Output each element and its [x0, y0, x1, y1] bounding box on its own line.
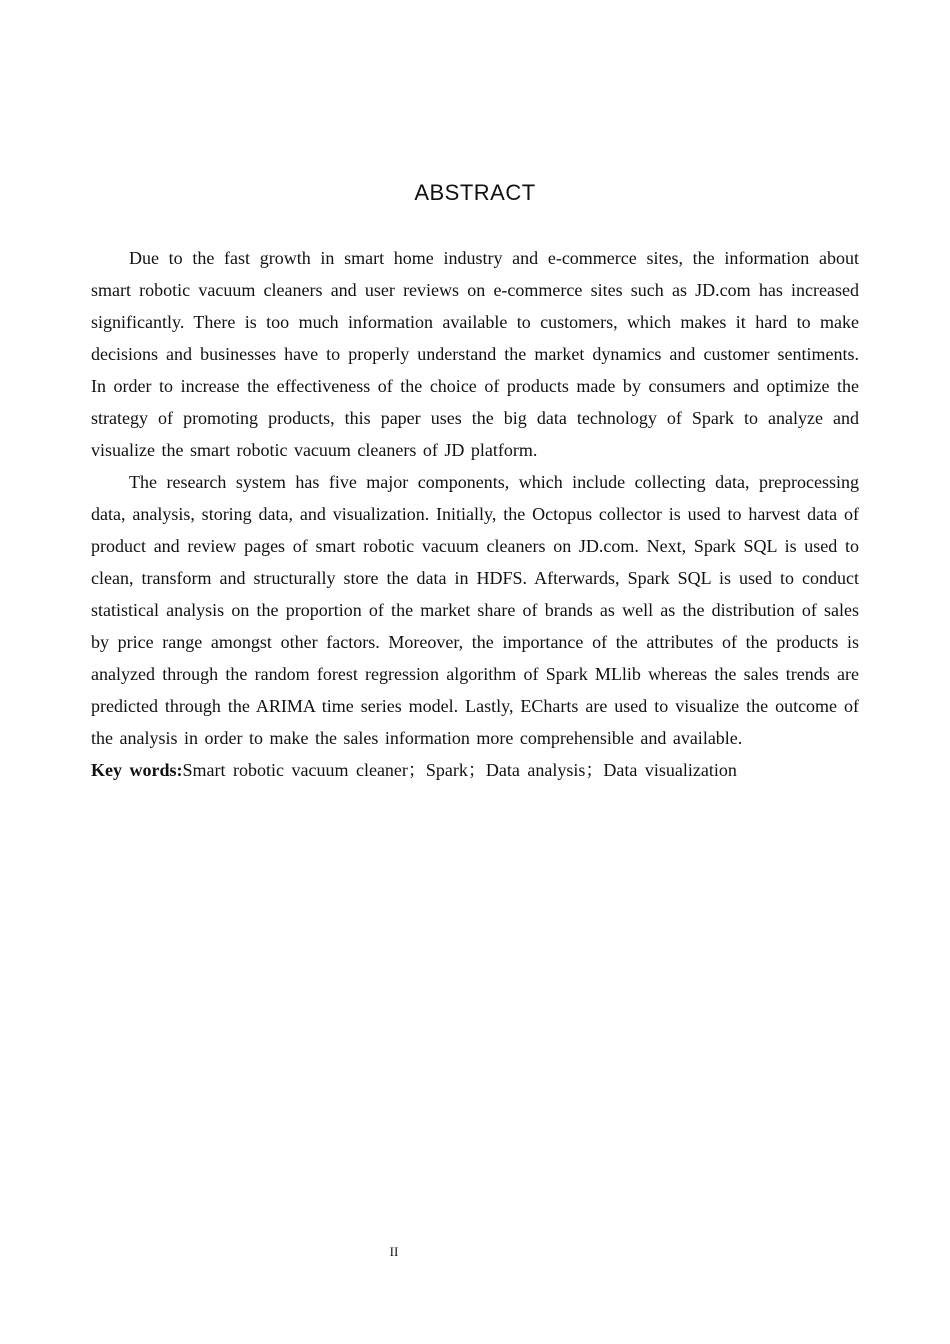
keywords-line — [91, 754, 859, 786]
abstract-title: ABSTRACT — [414, 180, 536, 205]
abstract-paragraph: The research system has five major components, which include collecting data, preprocessing data, analysis, storing data, and visualization. Initially, the Octopus collector is used to harvest data of product and review pages of smart robotic vacuum cleaners on JD.com. Next, Spark SQL is used to clean, transform and structurally store the data in HDFS. Afterwards, Spark SQL is used to conduct statistical analysis on the proportion of the market share of brands as well as the distribution of sales by price range amongst other factors. Moreover, the importance of the attributes of the products is analyzed through the random forest regression algorithm of Spark MLlib whereas the sales trends are predicted through the ARIMA time series model. Lastly, ECharts are used to visualize the outcome of the analysis in order to make the sales information more comprehensible and available. — [91, 472, 859, 748]
abstract-paragraph: Due to the fast growth in smart home industry and e-commerce sites, the information about smart robotic vacuum cleaners and user reviews on e-commerce sites such as JD.com has increased significantly. There is too much information available to customers, which makes it hard to make decisions and businesses have to properly understand the market dynamics and customer sentiments. In order to increase the effectiveness of the choice of products made by consumers and optimize the strategy of promoting products, this paper uses the big data technology of Spark to analyze and visualize the smart robotic vacuum cleaners of JD platform. — [91, 248, 859, 460]
abstract-body — [91, 242, 859, 786]
keywords-label: Key words: — [91, 760, 183, 780]
keywords-text: Smart robotic vacuum cleaner；Spark；Data analysis；Data visualization — [182, 760, 737, 780]
page-number: II — [389, 1244, 399, 1259]
